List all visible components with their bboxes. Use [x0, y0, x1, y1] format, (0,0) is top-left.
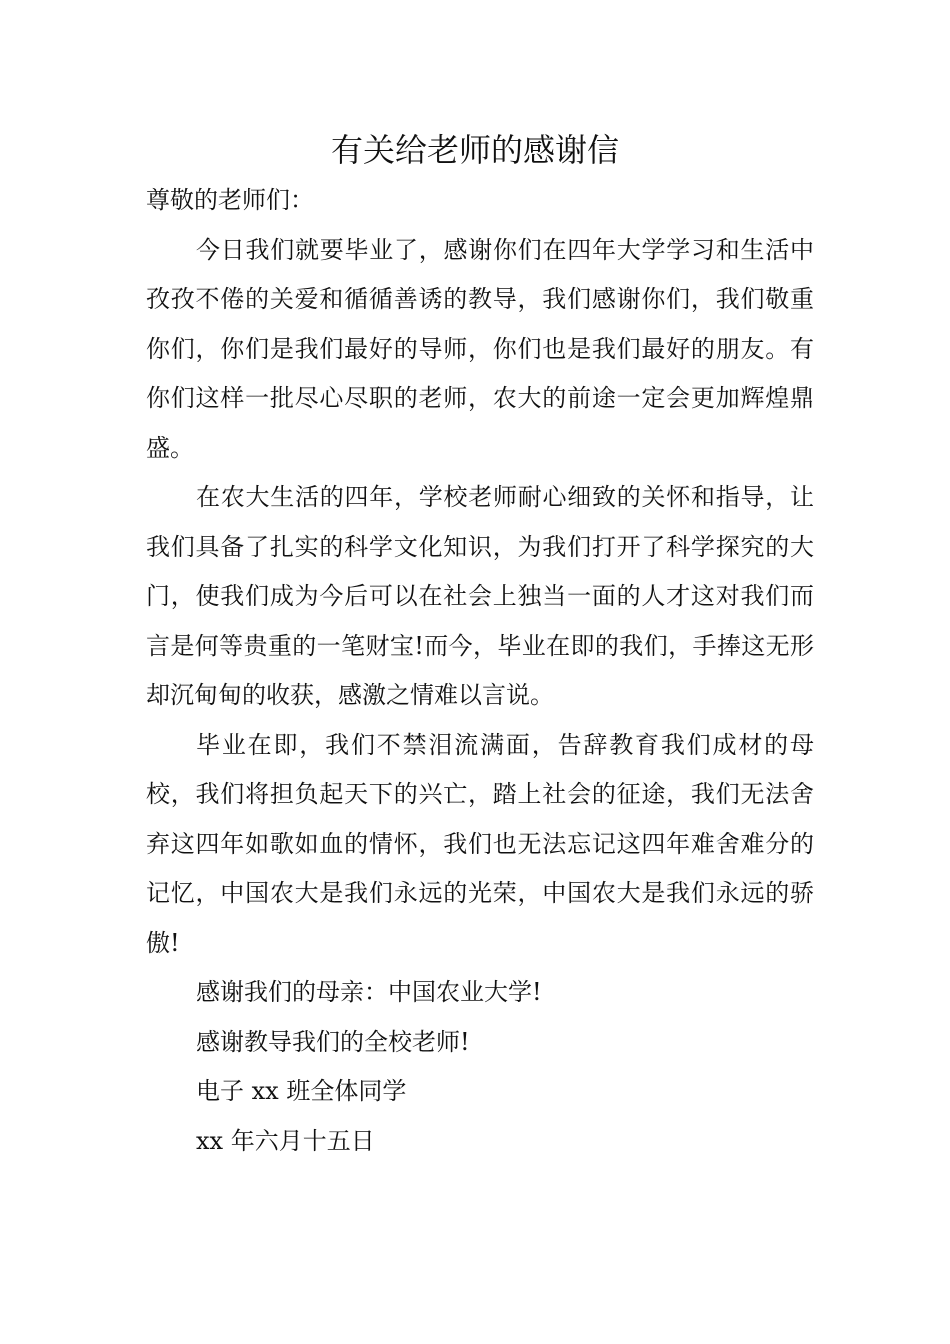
signature-class: 电子 xx 班全体同学 [196, 1077, 407, 1105]
paragraph-1: 今日我们就要毕业了，感谢你们在四年大学学习和生活中孜孜不倦的关爱和循循善诱的教导，我们感谢你们，我们敬重你们，你们是我们最好的导师，你们也是我们最好的朋友。有你们这样一批尽心尽职的老师，农大的前途一定会更加辉煌鼎盛。 [146, 235, 814, 462]
letter-title: 有关给老师的感谢信 [330, 131, 619, 169]
salutation: 尊敬的老师们： [146, 186, 314, 214]
signature-date: xx 年六月十五日 [196, 1126, 375, 1155]
paragraph-3: 毕业在即，我们不禁泪流满面，告辞教育我们成材的母校，我们将担负起天下的兴亡，踏上社会的征途，我们无法舍弃这四年如歌如血的情怀，我们也无法忘记这四年难舍难分的记忆，中国农大是我们永远的光荣，中国农大是我们永远的骄傲! [146, 730, 814, 957]
letter-body [146, 176, 814, 1166]
closing-thanks-teachers: 感谢教导我们的全校老师! [196, 1027, 470, 1056]
closing-thanks-university: 感谢我们的母亲：中国农业大学! [196, 978, 542, 1006]
paragraph-2: 在农大生活的四年，学校老师耐心细致的关怀和指导，让我们具备了扎实的科学文化知识，为我们打开了科学探究的大门，使我们成为今后可以在社会上独当一面的人才这对我们而言是何等贵重的一笔财宝!而今，毕业在即的我们，手捧这无形却沉甸甸的收获，感激之情难以言说。 [146, 483, 814, 709]
